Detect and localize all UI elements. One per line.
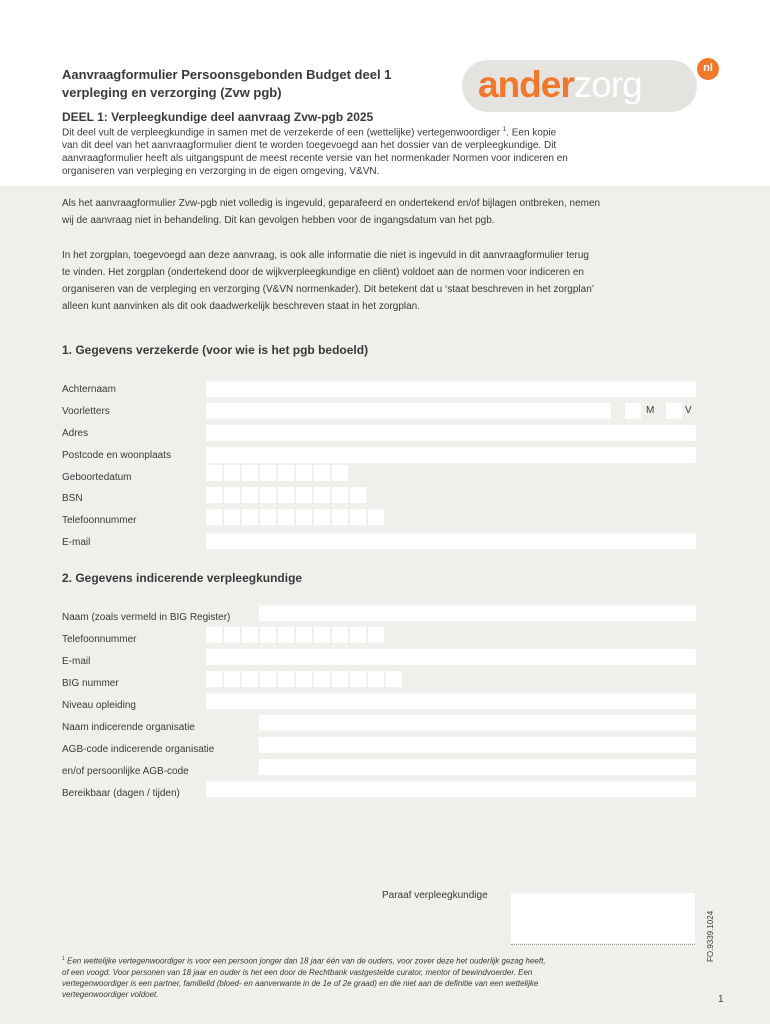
anderzorg-logo — [462, 60, 697, 112]
section-1-heading: 1. Gegevens verzekerde (voor wie is het pgb bedoeld) — [62, 343, 369, 357]
telefoon-digit-box[interactable] — [332, 509, 348, 525]
bsn-digit-box[interactable] — [314, 487, 330, 503]
footnote-ref: 1 — [502, 127, 507, 133]
agb-persoonlijk-input[interactable] — [259, 759, 696, 775]
paraaf-signature-box[interactable] — [511, 893, 695, 943]
logo-nl-badge: nl — [697, 58, 719, 80]
intro-line: organiseren van verpleging en verzorging in de eigen omgeving, V&VN. — [62, 166, 380, 178]
label-telefoon-vpk: Telefoonnummer — [62, 634, 137, 645]
telefoon-digit-box[interactable] — [278, 509, 294, 525]
big-digit-box[interactable] — [332, 671, 348, 687]
label-email: E-mail — [62, 537, 91, 548]
label-agb-organisatie: AGB-code indicerende organisatie — [62, 744, 215, 755]
adres-input[interactable] — [206, 425, 696, 441]
voorletters-input[interactable] — [206, 403, 611, 419]
form-title — [62, 66, 391, 102]
telefoon-digit-box[interactable] — [368, 509, 384, 525]
niveau-opleiding-input[interactable] — [206, 693, 696, 709]
big-digit-box[interactable] — [350, 671, 366, 687]
bsn-digit-box[interactable] — [224, 487, 240, 503]
logo-text-zorg: zorg — [573, 64, 642, 105]
intro-line: aanvraagformulier heeft als uitgangspunt de meest recente versie van het normenkader Normen voor indiceren en — [62, 153, 568, 165]
intro-line: Dit deel vult de verpleegkundige in samen met de verzekerde of een (wettelijke) vertegenwoordiger $^1$. Een kopie — [62, 127, 557, 139]
signature-line — [511, 944, 695, 945]
telefoon-digit-box[interactable] — [206, 509, 222, 525]
telefoon-vpk-digit-box[interactable] — [278, 627, 294, 643]
geboortedatum-digit-box[interactable] — [278, 465, 294, 481]
bsn-digit-box[interactable] — [350, 487, 366, 503]
telefoon-digit-box[interactable] — [224, 509, 240, 525]
big-digit-box[interactable] — [242, 671, 258, 687]
label-postcode: Postcode en woonplaats — [62, 450, 171, 461]
geboortedatum-digit-box[interactable] — [332, 465, 348, 481]
telefoon-vpk-digit-box[interactable] — [206, 627, 222, 643]
big-digit-box[interactable] — [206, 671, 222, 687]
label-agb-persoonlijk: en/of persoonlijke AGB-code — [62, 766, 189, 777]
label-voorletters: Voorletters — [62, 406, 110, 417]
bsn-digit-box[interactable] — [296, 487, 312, 503]
telefoon-vpk-digit-box[interactable] — [332, 627, 348, 643]
bsn-digit-box[interactable] — [278, 487, 294, 503]
bsn-digit-box[interactable] — [242, 487, 258, 503]
geboortedatum-digit-box[interactable] — [260, 465, 276, 481]
gender-m-checkbox[interactable] — [625, 403, 641, 419]
footnote: $^1$ Een wettelijke vertegenwoordiger is voor een persoon jonger dan 18 jaar één van de ouders, voor zover deze het ouderlijk gezag heeft, of een voogd. Voor personen van 18 jaar en ouder is het een door de Rechtbank vastgestelde curator, mentor of bewindvoerder. Een vertegenwoordiger is een partner, familielid (bloed- en aanverwante in de 1e of 2e graad) en die niet aan de definitie van een wettelijke vertegenwoordiger voldoet. — [62, 956, 546, 999]
form-title-line1: Aanvraagformulier Persoonsgebonden Budget deel 1 — [62, 67, 392, 82]
telefoon-vpk-digit-box[interactable] — [242, 627, 258, 643]
big-digit-box[interactable] — [368, 671, 384, 687]
telefoon-vpk-digit-box[interactable] — [368, 627, 384, 643]
label-bereikbaar: Bereikbaar (dagen / tijden) — [62, 788, 180, 799]
label-telefoon: Telefoonnummer — [62, 515, 137, 526]
email-vpk-input[interactable] — [206, 649, 696, 665]
geboortedatum-digit-box[interactable] — [242, 465, 258, 481]
geboortedatum-digit-box[interactable] — [224, 465, 240, 481]
bereikbaar-input[interactable] — [206, 781, 696, 797]
section-2-heading: 2. Gegevens indicerende verpleegkundige — [62, 571, 303, 585]
email-input[interactable] — [206, 533, 696, 549]
label-big-nummer: BIG nummer — [62, 678, 119, 689]
label-geboortedatum: Geboortedatum — [62, 472, 132, 483]
label-niveau-opleiding: Niveau opleiding — [62, 700, 136, 711]
instructions-paragraph-1: Als het aanvraagformulier Zvw-pgb niet volledig is ingevuld, geparafeerd en ondertekend en/of bijlagen ontbreken, nemen wij de aanvraag niet in behandeling. Dit kan gevolgen hebben voor de ingangsdatum van het pgb. — [62, 198, 601, 226]
form-code: FO.9339.1024 — [706, 910, 715, 962]
telefoon-vpk-digit-box[interactable] — [260, 627, 276, 643]
telefoon-digit-box[interactable] — [314, 509, 330, 525]
gender-m-label: M — [646, 405, 655, 416]
gender-v-label: V — [685, 405, 692, 416]
label-achternaam: Achternaam — [62, 384, 116, 395]
big-digit-box[interactable] — [296, 671, 312, 687]
label-naam-organisatie: Naam indicerende organisatie — [62, 722, 195, 733]
telefoon-digit-box[interactable] — [296, 509, 312, 525]
geboortedatum-digit-box[interactable] — [206, 465, 222, 481]
telefoon-vpk-digit-box[interactable] — [224, 627, 240, 643]
page-number: 1 — [718, 994, 724, 1005]
gender-v-checkbox[interactable] — [666, 403, 682, 419]
footnote-number: 1 — [62, 956, 65, 962]
telefoon-vpk-digit-box[interactable] — [350, 627, 366, 643]
telefoon-digit-box[interactable] — [242, 509, 258, 525]
label-adres: Adres — [62, 428, 89, 439]
big-digit-box[interactable] — [224, 671, 240, 687]
big-digit-box[interactable] — [386, 671, 402, 687]
form-title-line2: verpleging en verzorging (Zvw pgb) — [62, 85, 282, 100]
bsn-digit-box[interactable] — [332, 487, 348, 503]
label-naam-big: Naam (zoals vermeld in BIG Register) — [62, 612, 231, 623]
label-bsn: BSN — [62, 493, 83, 504]
big-digit-box[interactable] — [260, 671, 276, 687]
telefoon-digit-box[interactable] — [260, 509, 276, 525]
naam-verpleegkundige-input[interactable] — [259, 605, 696, 621]
bsn-digit-box[interactable] — [260, 487, 276, 503]
big-digit-box[interactable] — [278, 671, 294, 687]
achternaam-input[interactable] — [206, 381, 696, 397]
naam-organisatie-input[interactable] — [259, 715, 696, 731]
label-email-vpk: E-mail — [62, 656, 91, 667]
geboortedatum-digit-box[interactable] — [296, 465, 312, 481]
telefoon-vpk-digit-box[interactable] — [314, 627, 330, 643]
part-subtitle: DEEL 1: Verpleegkundige deel aanvraag Zvw-pgb 2025 — [62, 110, 374, 124]
agb-organisatie-input[interactable] — [259, 737, 696, 753]
postcode-woonplaats-input[interactable] — [206, 447, 696, 463]
telefoon-vpk-digit-box[interactable] — [296, 627, 312, 643]
telefoon-digit-box[interactable] — [350, 509, 366, 525]
bsn-digit-box[interactable] — [206, 487, 222, 503]
big-digit-box[interactable] — [314, 671, 330, 687]
geboortedatum-digit-box[interactable] — [314, 465, 330, 481]
logo-text-ander: ander — [478, 64, 574, 105]
instructions-paragraph-2: In het zorgplan, toegevoegd aan deze aanvraag, is ook alle informatie die niet is ingevuld in dit aanvraagformulier terug te vinden. Het zorgplan (ondertekend door de wijkverpleegkundige en cliënt) voldoet aan de normen voor indiceren en organiseren van de verpleging en verzorging (V&VN normenkader). Dit betekent dat u ‘staat beschreven in het zorgplan’ alleen kunt aanvinken als dit ook daadwerkelijk beschreven staat in het zorgplan. — [62, 250, 594, 312]
paraaf-label: Paraaf verpleegkundige — [382, 890, 488, 901]
intro-line: van dit deel van het aanvraagformulier dient te worden toegevoegd aan het dossier van de verpleegkundige. Dit — [62, 140, 557, 152]
intro-text — [62, 124, 672, 178]
